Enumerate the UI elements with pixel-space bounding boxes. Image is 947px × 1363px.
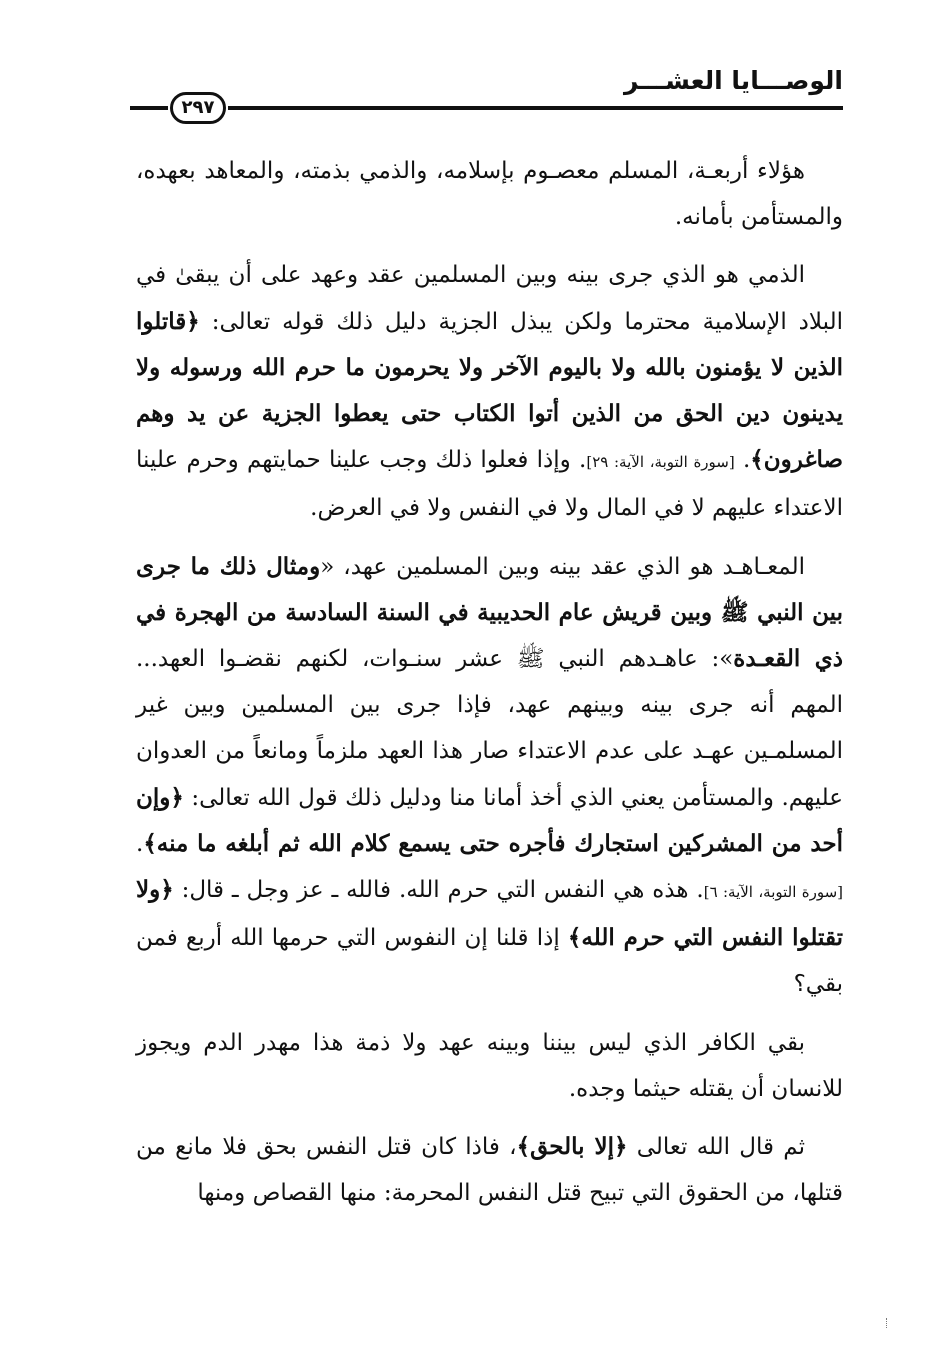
text-run: ، فاذا كان قتل النفس بحق فلا مانع من قتلها، من الحقوق التي تبيح قتل النفس المحرمة: منها القصاص ومنها bbox=[136, 1134, 843, 1207]
text-run: بقي الكافر الذي ليس بيننا وبينه عهد ولا ذمة هذا مهدر الدم ويجوز للانسان أن يقتله حيثما وجده. bbox=[136, 1029, 843, 1102]
paragraph bbox=[136, 1124, 843, 1216]
text-run: . هذه هي النفس التي حرم الله. فالله ـ عز وجل ـ قال: bbox=[173, 877, 704, 904]
text-run: ثم قال الله تعالى bbox=[627, 1134, 805, 1161]
text-run: . bbox=[136, 830, 144, 857]
paragraph bbox=[136, 148, 843, 240]
paragraph bbox=[136, 252, 843, 531]
quran-verse: ﴿قاتلوا الذين لا يؤمنون بالله ولا باليوم الآخر ولا يحرمون ما حرم الله ورسوله ولا يدينون دين الحق من الذين أتوا الكتاب حتى يعطوا الجزية عن يد وهم صاغرون﴾ bbox=[136, 307, 844, 474]
page-header bbox=[130, 62, 843, 124]
paragraph bbox=[136, 1020, 843, 1112]
running-title: الوصـــايا العشـــر bbox=[624, 66, 843, 95]
text-run: »: عاهـدهم النبي ﷺ عشر سنـوات، لكنهم نقضـوا العهد... المهم أنه جرى بينه وبينهم عهد، فإذا جرى بين المسلمين وبين غير المسلمـين عهـد على عدم الاعتداء صار هذا العهد ملزماً ومانعاً من العدوان عليهم. والمستأمن يعني الذي أخذ أمانا منا ودليل ذلك قول الله تعالى: bbox=[136, 646, 843, 811]
text-run: الذمي هو الذي جرى بينه وبين المسلمين عقد وعهد على أن يبقىٰ في البلاد الإسلامية محترما ولكن يبذل الجزية دليل ذلك قوله تعالى: bbox=[136, 262, 843, 335]
text-run: إذا قلنا إن النفوس التي حرمها الله أربع فمن بقي؟ bbox=[136, 925, 843, 998]
text-run: المعـاهـد هو الذي عقد بينه وبين المسلمين عهد، « bbox=[320, 553, 805, 580]
quran-verse: ﴿إلا بالحق﴾ bbox=[516, 1133, 628, 1161]
text-run: . وإذا فعلوا ذلك وجب علينا حمايتهم وحرم علينا الاعتداء عليهم لا في المال ولا في النفس ولا في العرض. bbox=[136, 447, 843, 522]
quran-verse: ﴿ولا تقتلوا النفس التي حرم الله﴾ bbox=[136, 876, 843, 952]
quran-verse: ﴿وإن أحد من المشركين استجارك فأجره حتى يسمع كلام الله ثم أبلغه ما منه﴾ bbox=[136, 783, 843, 857]
header-rule bbox=[228, 106, 843, 110]
page-number: ٢٩٧ bbox=[170, 92, 226, 124]
quran-verse: ومثال ذلك ما جرى بين النبي ﷺ وبين قريش عام الحديبية في السنة السادسة من الهجرة في ذي القعـدة bbox=[136, 552, 843, 673]
header-rule-left bbox=[130, 106, 168, 110]
text-run: . bbox=[734, 447, 751, 474]
scan-mark bbox=[886, 1318, 891, 1328]
verse-reference: [سورة التوبة، الآية: ٦] bbox=[703, 883, 843, 902]
paragraph bbox=[136, 544, 843, 1008]
text-run: هؤلاء أربعـة، المسلم معصـوم بإسلامه، والذمي بذمته، والمعاهد بعهده، والمستأمن بأمانه. bbox=[136, 158, 843, 231]
body-text bbox=[136, 148, 843, 1228]
verse-reference: [سورة التوبة، الآية: ٢٩] bbox=[586, 453, 735, 472]
